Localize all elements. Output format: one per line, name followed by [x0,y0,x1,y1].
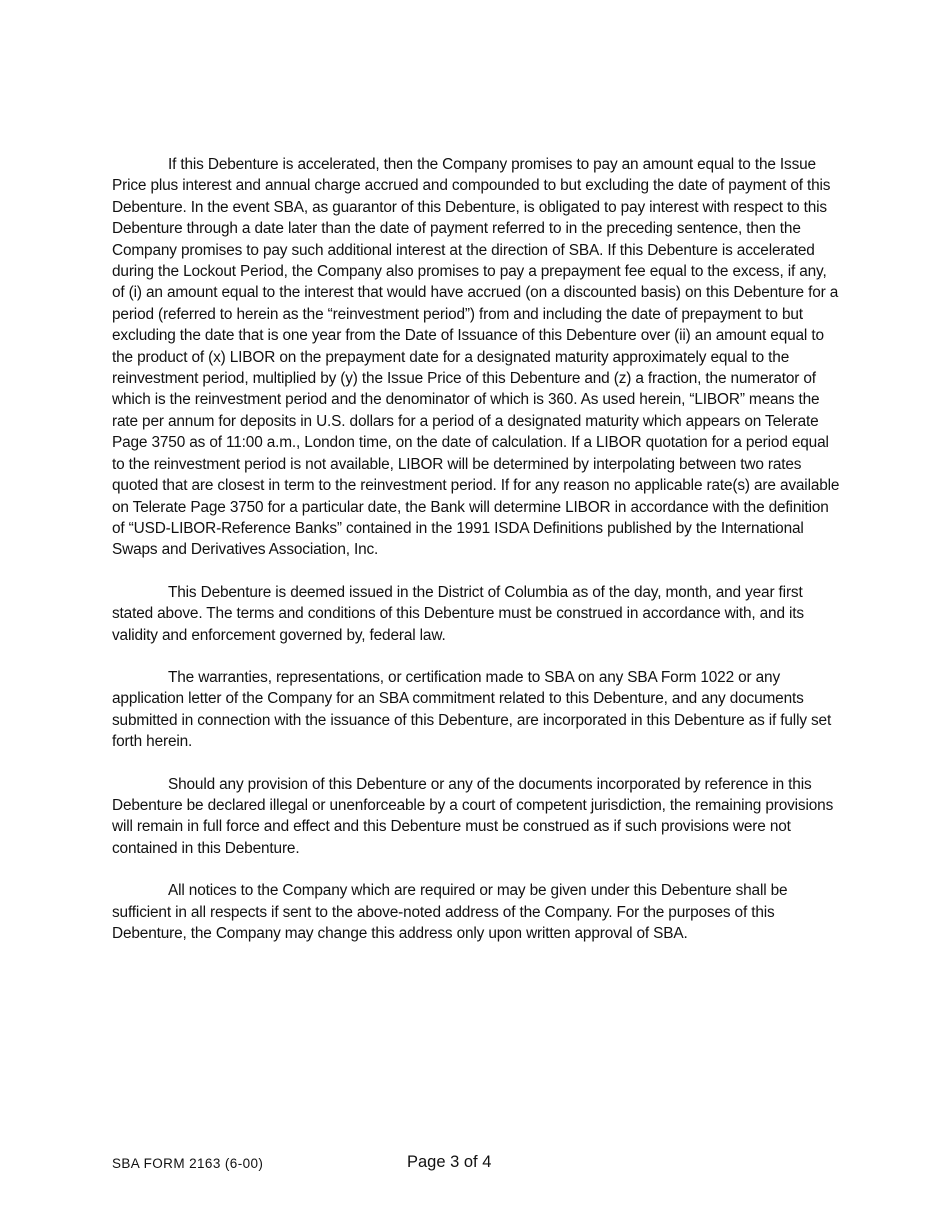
paragraph-place-of-issue: This Debenture is deemed issued in the District of Columbia as of the day, month, and year first stated above. The terms and conditions of this Debenture must be construed in accordance with, and its validity and enforcement governed by, federal law. [112,583,804,644]
paragraph-severability: Should any provision of this Debenture or any of the documents incorporated by reference in this Debenture be declared illegal or unenforceable by a court of competent jurisdiction, the remaining provisions will remain in full force and effect and this Debenture must be construed as if such provisions were not contained in this Debenture. [112,775,834,857]
page-number: Page 3 of 4 [407,1153,492,1171]
paragraph-notices: All notices to the Company which are required or may be given under this Debenture shall be sufficient in all respects if sent to the above-noted address of the Company. For the purposes of this Debenture, the Company may change this address only upon written approval of SBA. [112,882,788,942]
paragraph-acceleration: If this Debenture is accelerated, then the Company promises to pay an amount equal to the Issue Price plus interest and annual charge accrued and compounded to but excluding the date of payment of this Debenture. In the event SBA, as guarantor of this Debenture, is obligated to pay interest with respect to this Debenture through a date later than the date of payment referred to in the preceding sentence, then the Company promises to pay such additional interest at the direction of SBA. If this Debenture is accelerated during the Lockout Period, the Company also promises to pay a prepayment fee equal to the excess, if any, of (i) an amount equal to the interest that would have accrued (on a discounted basis) on this Debenture for a period (referred to herein as the “reinvestment period”) from and including the date of prepayment to but excluding the date that is one year from the Date of Issuance of this Debenture over (ii) an amount equal to the product of (x) LIBOR on the prepayment date for a designated maturity approximately equal to the reinvestment period, multiplied by (y) the Issue Price of this Debenture and (z) a fraction, the numerator of which is the reinvestment period and the denominator of which is 360. As used herein, “LIBOR” means the rate per annum for deposits in U.S. dollars for a period of a designated maturity which appears on Telerate Page 3750 as of 11:00 a.m., London time, on the date of calculation. If a LIBOR quotation for a period equal to the reinvestment period is not available, LIBOR will be determined by interpolating between two rates quoted that are closest in term to the reinvestment period. If for any reason no applicable rate(s) are available on Telerate Page 3750 for a particular date, the Bank will determine LIBOR in accordance with the definition of “USD-LIBOR-Reference Banks” contained in the 1991 ISDA Definitions published by the International Swaps and Derivatives Association, Inc. [112,156,840,559]
page-footer [112,1153,812,1175]
paragraph-warranties: The warranties, representations, or certification made to SBA on any SBA Form 1022 or any application letter of the Company for an SBA commitment related to this Debenture, and any documents submitted in connection with the issuance of this Debenture, are incorporated in this Debenture as if fully set forth herein. [112,668,832,751]
form-identifier: SBA FORM 2163 (6-00) [112,1156,264,1171]
document-body [112,154,842,965]
